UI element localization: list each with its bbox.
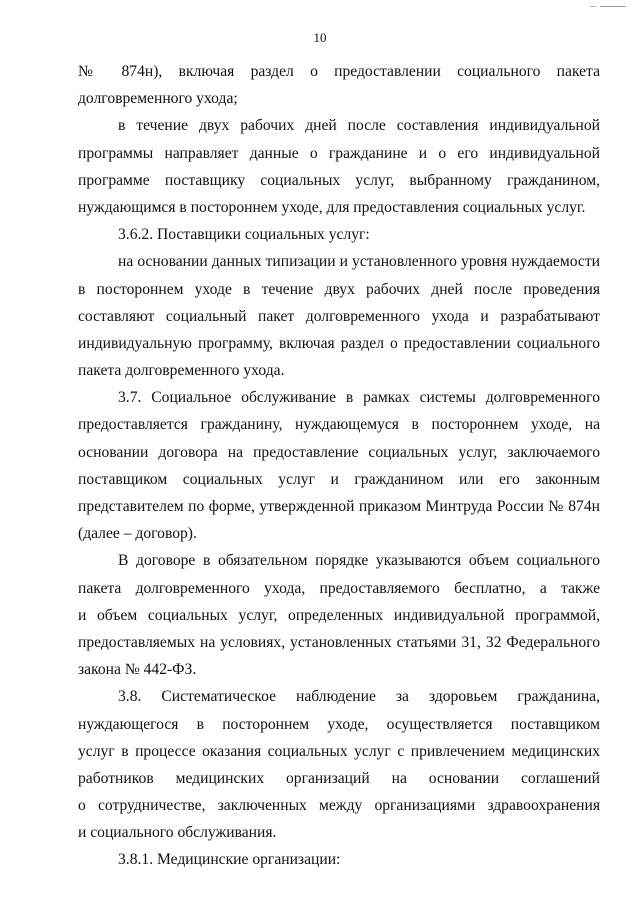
section-heading: 3.6.2. Поставщики социальных услуг:: [118, 226, 370, 244]
text-line: № 874н), включая раздел о предоставлении социального пакета: [78, 63, 600, 80]
page-number: 10: [313, 30, 327, 45]
text-line: 3.7. Социальное обслуживание в рамках системы долговременного: [118, 389, 600, 407]
text-line: 3.8. Систематическое наблюдение за здоровьем гражданина,: [118, 688, 600, 706]
text-line: и объем социальных услуг, определенных индивидуальной программой,: [78, 606, 600, 624]
text-line: индивидуальную программу, включая раздел о предоставлении социального: [78, 334, 600, 352]
text-line: закона № 442-ФЗ.: [78, 661, 197, 679]
text-line: (далее – договор).: [78, 525, 197, 543]
text-line: пакета долговременного ухода.: [78, 362, 285, 380]
text-line: программы направляет данные о гражданине и о его индивидуальной: [78, 144, 600, 162]
text-line: в постороннем уходе в течение двух рабочих дней после проведения: [78, 280, 600, 298]
text-line: нуждающегося в постороннем уходе, осуществляется поставщиком: [78, 715, 600, 733]
text-line: предоставляется гражданину, нуждающемуся в постороннем уходе, на: [78, 416, 600, 434]
text-line: пакета долговременного ухода, предоставляемого бесплатно, а также: [78, 579, 600, 597]
text-line: на основании данных типизации и установленного уровня нуждаемости: [118, 253, 600, 271]
text-line: нуждающимся в постороннем уходе, для предоставления социальных услуг.: [78, 198, 586, 216]
text-line: в течение двух рабочих дней после составления индивидуальной: [118, 117, 600, 135]
section-heading: 3.8.1. Медицинские организации:: [118, 851, 341, 869]
text-line: представителем по форме, утвержденной приказом Минтруда России № 874н: [78, 498, 600, 515]
text-line: работников медицинских организаций на основании соглашений: [78, 769, 600, 787]
text-line: поставщиком социальных услуг и гражданином или его законным: [78, 470, 600, 488]
text-line: составляют социальный пакет долговременного ухода и разрабатывают: [78, 307, 600, 325]
text-line: долговременного ухода;: [78, 90, 238, 108]
text-line: о сотрудничестве, заключенных между организациями здравоохранения: [78, 797, 600, 815]
text-line: услуг в процессе оказания социальных услуг с привлечением медицинских: [78, 742, 600, 760]
text-line: и социального обслуживания.: [78, 824, 277, 842]
text-line: программе поставщику социальных услуг, выбранному гражданином,: [78, 171, 600, 189]
text-line: предоставляемых на условиях, установленных статьями 31, 32 Федерального: [78, 633, 600, 651]
scan-edge-mark: [600, 6, 626, 7]
document-body: [78, 58, 600, 874]
text-line: основании договора на предоставление социальных услуг, заключаемого: [78, 443, 600, 461]
text-line: В договоре в обязательном порядке указываются объем социального: [118, 552, 600, 570]
